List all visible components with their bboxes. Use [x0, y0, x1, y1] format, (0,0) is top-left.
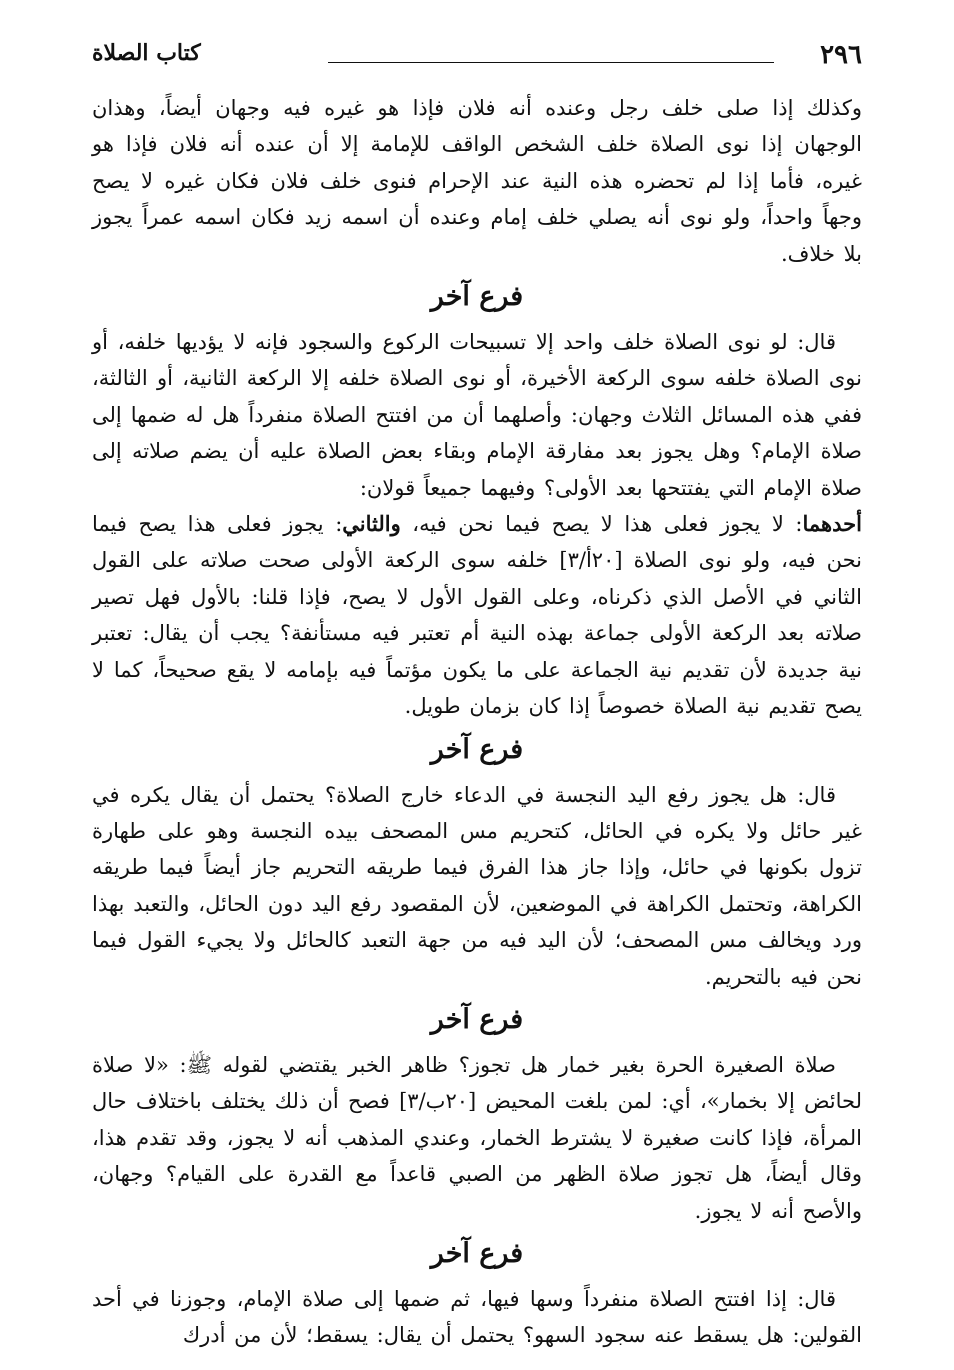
qawl-second-text: : يجوز فعلى هذا يصح فيما نحن فيه، ولو نوى الصلاة [٢٠أ/٣] خلفه سوى الركعة الأولى صحت صلاته على القول الثاني في الأصل الذي ذكرناه، وعلى القول الأول لا يصح، فإذا قلنا: بالأول فهل تصير صلاته بعد الركعة الأولى جماعة بهذه النية أم تعتبر فيه مستأنفة؟ يجب أن يقال: تعتبر نية جديدة لأن تقديم نية الجماعة على ما يكون مؤتماً فيه بإمامه لا يقع صحيحاً، كما لا يصح تقديم نية الصلاة خصوصاً إذا كان بزمان طويل.: [92, 512, 862, 719]
body-paragraph: قال: إذا افتتح الصلاة منفرداً وسها فيها، ثم ضمها إلى صلاة الإمام، وجوزنا في أحد القولين: هل يسقط عنه سجود السهو؟ يحتمل أن يقال: يسقط؛ لأن من أدرك: [92, 1286, 862, 1348]
body-paragraph: قال: هل يجوز رفع اليد النجسة في الدعاء خارج الصلاة؟ يحتمل أن يقال يكره في غير حائل ولا يكره في الحائل، كتحريم مس المصحف بيده النجسة وهو على طهارة تزول بكونها في حائل، وإذا جاز هذا الفرق فيما طريقه التحريم جاز أيضاً فيما طريقه الكراهة، وتحتمل الكراهة في الموضعين، لأن المقصود رفع اليد دون الحائل، والتعبد بهذا ورد ويخالف مس المصحف؛ لأن اليد فيه من جهة التعبد كالحائل ولا يجيء القول فيما نحن فيه بالتحريم.: [92, 782, 862, 989]
qawl-first-text: : لا يجوز فعلى هذا لا يصح فيما نحن فيه،: [412, 512, 803, 537]
section-heading: فرع آخر: [430, 1237, 524, 1269]
page-number: ٢٩٦: [820, 40, 862, 70]
body-paragraph: صلاة الصغيرة الحرة بغير خمار هل تجوز؟ ظاهر الخبر يقتضي لقوله ﷺ: «لا صلاة لحائض إلا بخمار»، أي: لمن بلغت المحيض [٢٠ب/٣] فصح أن ذلك يختلف باختلاف حال المرأة، فإذا كانت صغيرة لا يشترط الخمار، وعندي المذهب أنه لا يجوز، وقد تقدم هذا، وقال أيضاً، هل تجوز صلاة الظهر من الصبي قاعداً مع القدرة على القيام؟ وجهان، والأصح أنه لا يجوز.: [92, 1052, 862, 1223]
section-heading: فرع آخر: [430, 733, 524, 765]
page-header: [92, 38, 862, 78]
section-heading: فرع آخر: [430, 281, 524, 313]
header-rule: [328, 62, 774, 63]
page-body: [92, 90, 862, 1354]
body-paragraph: وكذلك إذا صلى خلف رجل وعنده أنه فلان فإذا هو غيره فيه وجهان أيضاً، وهذان الوجهان إذا نوى الصلاة خلف الشخص الواقف للإمامة إلا أن عنده أنه فلان فإذا هو غيره، فأما إذا لم تحضره هذه النية عند الإحرام فنوى خلف فلان فكان غيره لا يصح وجهاً واحداً، ولو نوى أنه يصلي خلف إمام وعنده أن اسمه زيد فكان اسمه عمراً يجوز بلا خلاف.: [92, 96, 862, 266]
running-title: كتاب الصلاة: [92, 40, 201, 66]
qawl-second-label: والثاني: [342, 511, 401, 537]
qawl-first-label: أحدهما: [802, 511, 862, 537]
qawl-paragraph: [92, 506, 862, 724]
body-paragraph: قال: لو نوى الصلاة خلف واحد إلا تسبيحات الركوع والسجود فإنه لا يؤديها خلفه، أو نوى الصلاة خلفه سوى الركعة الأخيرة، أو نوى الصلاة خلفه إلا الركعة الثانية، أو الثالثة، ففي هذه المسائل الثلاث وجهان: وأصلهما أن من افتتح الصلاة منفرداً هل له ضمها إلى صلاة الإمام؟ وهل يجوز بعد مفارقة الإمام وبقاء بعض الصلاة عليه أن يضم صلاته إلى صلاة الإمام التي يفتتحها بعد الأولى؟ وفيهما جميعاً قولان:: [92, 330, 862, 500]
section-heading: فرع آخر: [430, 1003, 524, 1035]
